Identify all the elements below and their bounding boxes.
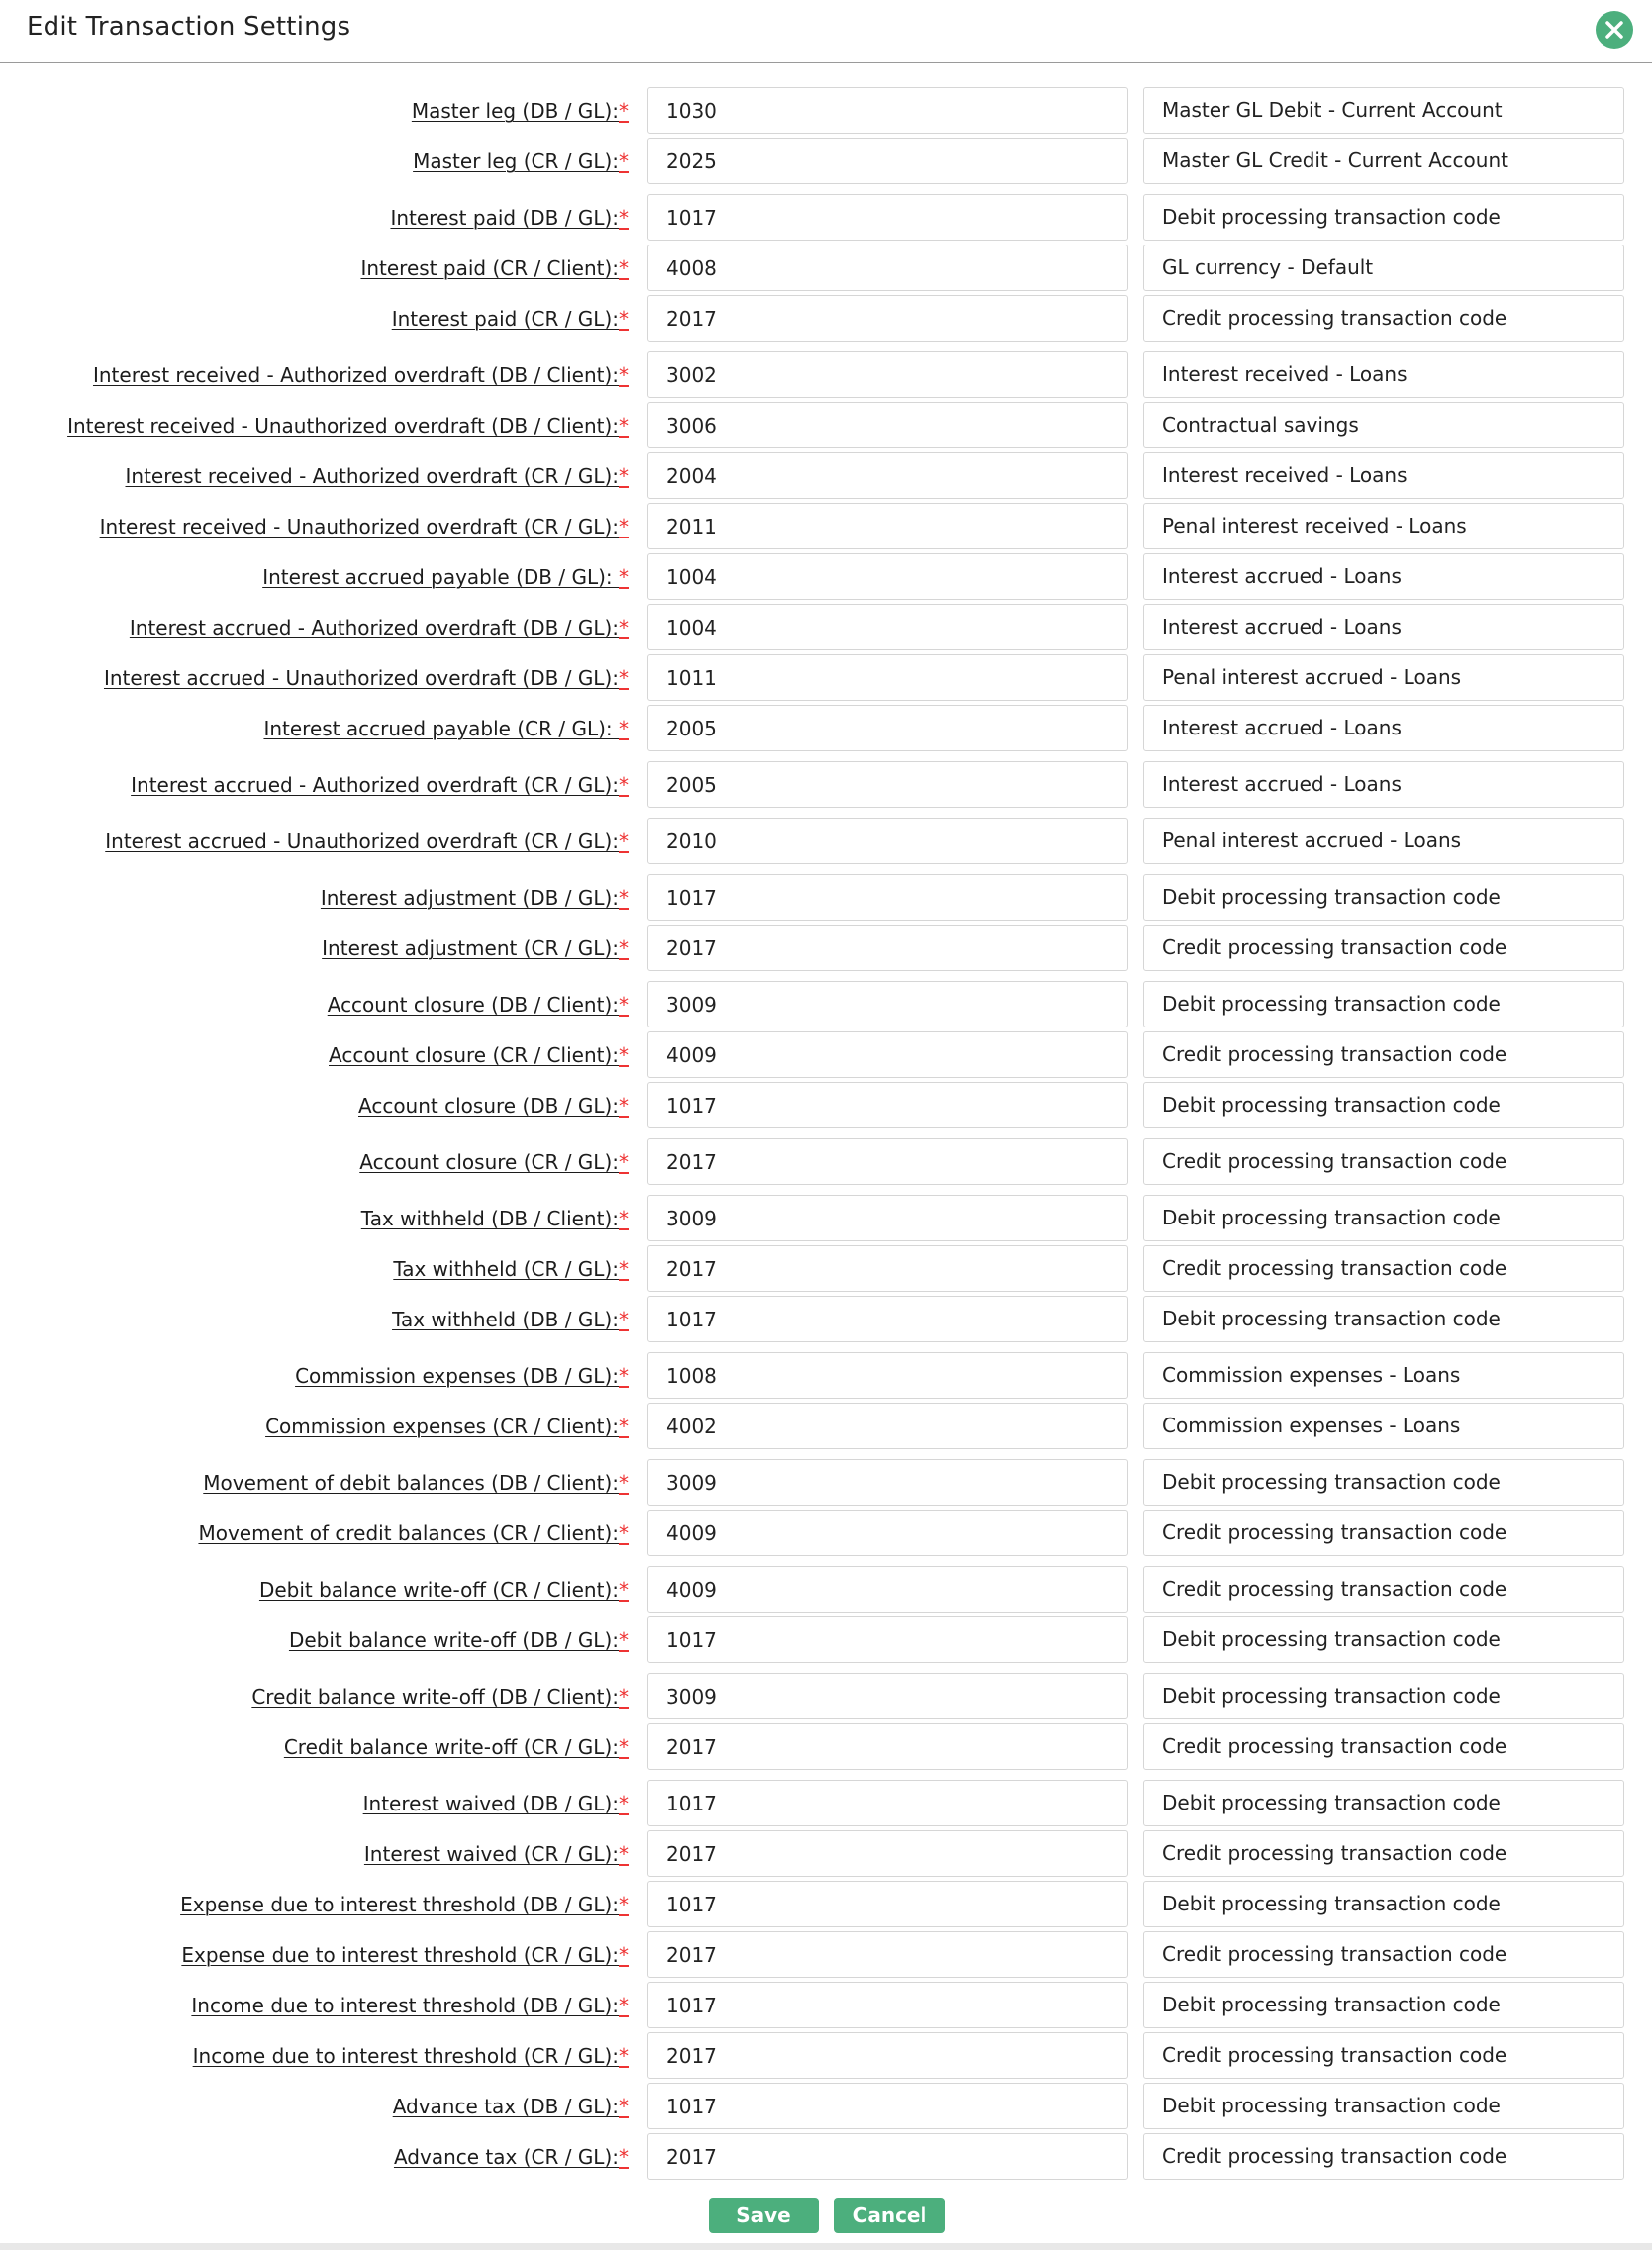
dialog-title: Edit Transaction Settings — [27, 12, 351, 42]
field-label[interactable] — [93, 363, 629, 387]
required-marker: * — [619, 2044, 629, 2068]
required-marker: * — [619, 1364, 629, 1388]
field-label-text: Account closure (DB / GL): — [358, 1094, 619, 1118]
field-label[interactable] — [284, 1735, 629, 1759]
field-label-text: Interest waived (CR / GL): — [363, 1842, 619, 1866]
field-label-text: Master leg (CR / GL): — [413, 149, 619, 173]
required-marker: * — [619, 936, 629, 960]
form-row — [0, 553, 1652, 602]
field-label-text: Income due to interest threshold (DB / GL): — [191, 1994, 619, 2017]
form-row — [0, 452, 1652, 501]
field-label[interactable] — [322, 936, 629, 960]
field-label[interactable] — [392, 1308, 629, 1331]
transaction-code-input[interactable] — [647, 1780, 1128, 1826]
required-marker: * — [619, 1735, 629, 1759]
field-label-text: Interest received - Authorized overdraft (CR / GL): — [125, 464, 619, 488]
transaction-code-input[interactable] — [647, 1138, 1128, 1185]
transaction-code-input[interactable] — [647, 1566, 1128, 1613]
form-row — [0, 351, 1652, 400]
required-marker: * — [619, 1257, 629, 1281]
field-label[interactable] — [198, 1521, 629, 1545]
required-marker: * — [619, 616, 629, 639]
form-row — [0, 2032, 1652, 2081]
form-row — [0, 981, 1652, 1029]
transaction-code-input[interactable] — [647, 351, 1128, 398]
transaction-code-input[interactable] — [647, 503, 1128, 549]
transaction-code-input[interactable] — [647, 1296, 1128, 1342]
form-row — [0, 1931, 1652, 1980]
transaction-code-description: Interest accrued - Loans — [1143, 604, 1624, 650]
field-label[interactable] — [390, 206, 629, 230]
form-row — [0, 2083, 1652, 2131]
transaction-code-description: Contractual savings — [1143, 402, 1624, 448]
field-label[interactable] — [67, 414, 629, 438]
required-marker: * — [619, 149, 629, 173]
field-label[interactable] — [251, 1685, 629, 1709]
dialog-footer-divider — [0, 2243, 1652, 2250]
field-label-text: Interest accrued payable (DB / GL): — [262, 565, 619, 589]
transaction-code-input[interactable] — [647, 1245, 1128, 1292]
transaction-code-input[interactable] — [647, 2032, 1128, 2079]
form-row — [0, 87, 1652, 136]
field-label-text: Interest paid (CR / Client): — [360, 256, 619, 280]
field-label[interactable] — [358, 1094, 629, 1118]
transaction-code-description: Penal interest accrued - Loans — [1143, 654, 1624, 701]
transaction-code-description: Credit processing transaction code — [1143, 1931, 1624, 1978]
transaction-code-description: Penal interest accrued - Loans — [1143, 818, 1624, 864]
field-label-text: Commission expenses (DB / GL): — [295, 1364, 619, 1388]
transaction-code-description: Commission expenses - Loans — [1143, 1403, 1624, 1449]
transaction-code-input[interactable] — [647, 2083, 1128, 2129]
required-marker: * — [619, 773, 629, 797]
transaction-code-input[interactable] — [647, 1616, 1128, 1663]
field-label[interactable] — [329, 1043, 629, 1067]
required-marker: * — [619, 830, 629, 853]
form-row — [0, 2133, 1652, 2182]
form-row — [0, 1403, 1652, 1451]
required-marker: * — [619, 414, 629, 438]
transaction-code-description: Penal interest received - Loans — [1143, 503, 1624, 549]
transaction-code-input[interactable] — [647, 553, 1128, 600]
form-row — [0, 1881, 1652, 1929]
form-row — [0, 1245, 1652, 1294]
transaction-code-description: Interest accrued - Loans — [1143, 553, 1624, 600]
form-row — [0, 1459, 1652, 1508]
transaction-code-description: Credit processing transaction code — [1143, 1138, 1624, 1185]
required-marker: * — [619, 1628, 629, 1652]
field-label[interactable] — [181, 1943, 629, 1967]
required-marker: * — [619, 363, 629, 387]
field-label[interactable] — [363, 1792, 629, 1815]
field-label-text: Account closure (CR / GL): — [359, 1150, 619, 1174]
required-marker: * — [619, 1471, 629, 1495]
transaction-code-input[interactable] — [647, 761, 1128, 808]
transaction-code-description: Debit processing transaction code — [1143, 2083, 1624, 2129]
form-row — [0, 1982, 1652, 2030]
required-marker: * — [619, 993, 629, 1017]
field-label[interactable] — [130, 616, 629, 639]
transaction-code-input[interactable] — [647, 1673, 1128, 1719]
form-row — [0, 402, 1652, 450]
field-label-text: Interest accrued - Authorized overdraft (DB / GL): — [129, 616, 619, 639]
field-label-text: Advance tax (DB / GL): — [392, 2095, 619, 2118]
transaction-code-description: Master GL Debit - Current Account — [1143, 87, 1624, 134]
transaction-code-description: Debit processing transaction code — [1143, 1780, 1624, 1826]
transaction-code-description: Debit processing transaction code — [1143, 1082, 1624, 1128]
field-label-text: Expense due to interest threshold (CR / GL): — [181, 1943, 619, 1967]
field-label-text: Interest waived (DB / GL): — [362, 1792, 619, 1815]
transaction-code-input[interactable] — [647, 1881, 1128, 1927]
transaction-code-description: Interest received - Loans — [1143, 351, 1624, 398]
form-row — [0, 1616, 1652, 1665]
transaction-code-description: Credit processing transaction code — [1143, 1031, 1624, 1078]
form-row — [0, 503, 1652, 551]
required-marker: * — [619, 2095, 629, 2118]
form-row — [0, 245, 1652, 293]
field-label[interactable] — [361, 1207, 629, 1230]
transaction-code-input[interactable] — [647, 1830, 1128, 1877]
form-row — [0, 604, 1652, 652]
field-label[interactable] — [100, 515, 629, 538]
transaction-code-description: Debit processing transaction code — [1143, 1195, 1624, 1241]
field-label-text: Movement of debit balances (DB / Client): — [203, 1471, 619, 1495]
form-row — [0, 1195, 1652, 1243]
form-row — [0, 1352, 1652, 1401]
form-row — [0, 138, 1652, 186]
field-label-text: Interest received - Unauthorized overdraft (DB / Client): — [67, 414, 619, 438]
transaction-code-input[interactable] — [647, 2133, 1128, 2180]
required-marker: * — [619, 256, 629, 280]
form-row — [0, 1031, 1652, 1080]
transaction-code-description: Debit processing transaction code — [1143, 1881, 1624, 1927]
transaction-code-description: Credit processing transaction code — [1143, 2133, 1624, 2180]
field-label-text: Credit balance write-off (CR / GL): — [283, 1735, 619, 1759]
field-label[interactable] — [412, 99, 629, 123]
transaction-code-description: Credit processing transaction code — [1143, 295, 1624, 342]
transaction-code-description: Debit processing transaction code — [1143, 874, 1624, 921]
field-label-text: Interest accrued payable (CR / GL): — [263, 717, 619, 740]
field-label-text: Master leg (DB / GL): — [411, 99, 619, 123]
transaction-code-description: Credit processing transaction code — [1143, 1830, 1624, 1877]
form-row — [0, 295, 1652, 343]
field-label-text: Tax withheld (CR / GL): — [393, 1257, 619, 1281]
form-row — [0, 1673, 1652, 1721]
field-label-text: Tax withheld (DB / Client): — [360, 1207, 619, 1230]
required-marker: * — [619, 666, 629, 690]
transaction-code-description: Debit processing transaction code — [1143, 1673, 1624, 1719]
required-marker: * — [619, 886, 629, 910]
required-marker: * — [619, 1943, 629, 1967]
transaction-code-description: Credit processing transaction code — [1143, 1723, 1624, 1770]
required-marker: * — [619, 1685, 629, 1709]
form-row — [0, 1723, 1652, 1772]
required-marker: * — [619, 1094, 629, 1118]
transaction-code-description: GL currency - Default — [1143, 245, 1624, 291]
transaction-code-description: Master GL Credit - Current Account — [1143, 138, 1624, 184]
form-row — [0, 654, 1652, 703]
required-marker: * — [619, 515, 629, 538]
field-label[interactable] — [126, 464, 630, 488]
form-row — [0, 194, 1652, 243]
transaction-code-input[interactable] — [647, 138, 1128, 184]
cancel-button[interactable]: Cancel — [834, 2198, 945, 2233]
dialog-header — [0, 0, 1652, 63]
transaction-code-input[interactable] — [647, 654, 1128, 701]
field-label[interactable] — [328, 993, 629, 1017]
required-marker: * — [619, 307, 629, 331]
form-row — [0, 1138, 1652, 1187]
field-label[interactable] — [262, 565, 629, 589]
transaction-code-input[interactable] — [647, 194, 1128, 241]
transaction-code-input[interactable] — [647, 818, 1128, 864]
transaction-code-description: Credit processing transaction code — [1143, 1245, 1624, 1292]
transaction-code-description: Commission expenses - Loans — [1143, 1352, 1624, 1399]
transaction-code-input[interactable] — [647, 452, 1128, 499]
form-row — [0, 1296, 1652, 1344]
field-label-text: Tax withheld (DB / GL): — [392, 1308, 619, 1331]
required-marker: * — [619, 1150, 629, 1174]
field-label[interactable] — [131, 773, 629, 797]
transaction-code-input[interactable] — [647, 402, 1128, 448]
transaction-code-description: Debit processing transaction code — [1143, 1296, 1624, 1342]
transaction-code-description: Credit processing transaction code — [1143, 1566, 1624, 1613]
field-label[interactable] — [360, 256, 629, 280]
field-label-text: Debit balance write-off (CR / Client): — [258, 1578, 619, 1602]
field-label-text: Interest accrued - Unauthorized overdraft (CR / GL): — [105, 830, 619, 853]
transaction-code-input[interactable] — [647, 1031, 1128, 1078]
field-label[interactable] — [394, 2145, 629, 2169]
field-label-text: Expense due to interest threshold (DB / GL): — [180, 1893, 619, 1916]
field-label-text: Interest accrued - Authorized overdraft (CR / GL): — [131, 773, 619, 797]
transaction-code-description: Interest received - Loans — [1143, 452, 1624, 499]
transaction-code-description: Debit processing transaction code — [1143, 194, 1624, 241]
transaction-code-description: Interest accrued - Loans — [1143, 705, 1624, 751]
field-label-text: Advance tax (CR / GL): — [393, 2145, 619, 2169]
transaction-code-input[interactable] — [647, 925, 1128, 971]
field-label[interactable] — [289, 1628, 629, 1652]
field-label-text: Interest adjustment (DB / GL): — [320, 886, 619, 910]
transaction-code-description: Debit processing transaction code — [1143, 1982, 1624, 2028]
transaction-code-description: Credit processing transaction code — [1143, 2032, 1624, 2079]
field-label[interactable] — [392, 307, 629, 331]
transaction-code-input[interactable] — [647, 295, 1128, 342]
save-button[interactable]: Save — [709, 2198, 819, 2233]
form-row — [0, 1510, 1652, 1558]
field-label-text: Interest received - Authorized overdraft (DB / Client): — [92, 363, 619, 387]
transaction-code-description: Interest accrued - Loans — [1143, 761, 1624, 808]
transaction-code-description: Credit processing transaction code — [1143, 1510, 1624, 1556]
transaction-code-input[interactable] — [647, 1403, 1128, 1449]
field-label-text: Commission expenses (CR / Client): — [265, 1415, 619, 1438]
form-row — [0, 1082, 1652, 1130]
transaction-code-input[interactable] — [647, 1982, 1128, 2028]
transaction-code-input[interactable] — [647, 981, 1128, 1027]
field-label[interactable] — [393, 1257, 629, 1281]
form-row — [0, 1566, 1652, 1614]
form-row — [0, 818, 1652, 866]
close-icon — [1596, 11, 1633, 49]
required-marker: * — [619, 1207, 629, 1230]
transaction-code-input[interactable] — [647, 604, 1128, 650]
transaction-code-input[interactable] — [647, 1723, 1128, 1770]
transaction-code-input[interactable] — [647, 874, 1128, 921]
field-label-text: Account closure (DB / Client): — [327, 993, 619, 1017]
field-label[interactable] — [259, 1578, 629, 1602]
field-label-text: Credit balance write-off (DB / Client): — [251, 1685, 619, 1709]
form-row — [0, 1780, 1652, 1828]
required-marker: * — [619, 99, 629, 123]
transaction-code-description: Debit processing transaction code — [1143, 1459, 1624, 1506]
field-label-text: Interest paid (CR / GL): — [391, 307, 619, 331]
field-label-text: Debit balance write-off (DB / GL): — [288, 1628, 619, 1652]
field-label[interactable] — [193, 2044, 629, 2068]
field-label[interactable] — [203, 1471, 629, 1495]
required-marker: * — [619, 1578, 629, 1602]
field-label[interactable] — [263, 717, 629, 740]
required-marker: * — [619, 1043, 629, 1067]
field-label[interactable] — [295, 1364, 629, 1388]
transaction-code-input[interactable] — [647, 1459, 1128, 1506]
transaction-code-input[interactable] — [647, 245, 1128, 291]
transaction-code-input[interactable] — [647, 1195, 1128, 1241]
form-row — [0, 925, 1652, 973]
field-label[interactable] — [321, 886, 629, 910]
field-label-text: Income due to interest threshold (CR / GL): — [192, 2044, 619, 2068]
required-marker: * — [619, 1521, 629, 1545]
transaction-code-description: Debit processing transaction code — [1143, 981, 1624, 1027]
field-label[interactable] — [180, 1893, 629, 1916]
required-marker: * — [619, 2145, 629, 2169]
required-marker: * — [619, 1842, 629, 1866]
field-label[interactable] — [191, 1994, 629, 2017]
required-marker: * — [619, 717, 629, 740]
field-label-text: Interest received - Unauthorized overdraft (CR / GL): — [99, 515, 619, 538]
required-marker: * — [619, 1792, 629, 1815]
field-label-text: Interest paid (DB / GL): — [390, 206, 619, 230]
required-marker: * — [619, 464, 629, 488]
field-label[interactable] — [364, 1842, 629, 1866]
field-label[interactable] — [104, 666, 629, 690]
field-label-text: Account closure (CR / Client): — [329, 1043, 619, 1067]
field-label[interactable] — [393, 2095, 629, 2118]
form-row — [0, 874, 1652, 923]
transaction-code-input[interactable] — [647, 1931, 1128, 1978]
required-marker: * — [619, 206, 629, 230]
close-button[interactable] — [1596, 11, 1633, 49]
transaction-code-input[interactable] — [647, 1510, 1128, 1556]
field-label[interactable] — [105, 830, 629, 853]
transaction-code-input[interactable] — [647, 705, 1128, 751]
transaction-code-description: Credit processing transaction code — [1143, 925, 1624, 971]
required-marker: * — [619, 1415, 629, 1438]
transaction-code-input[interactable] — [647, 87, 1128, 134]
field-label-text: Interest adjustment (CR / GL): — [322, 936, 619, 960]
required-marker: * — [619, 1893, 629, 1916]
field-label[interactable] — [265, 1415, 629, 1438]
transaction-code-input[interactable] — [647, 1082, 1128, 1128]
field-label[interactable] — [413, 149, 629, 173]
required-marker: * — [619, 1994, 629, 2017]
form-row — [0, 1830, 1652, 1879]
field-label-text: Movement of credit balances (CR / Client): — [198, 1521, 619, 1545]
required-marker: * — [619, 1308, 629, 1331]
field-label-text: Interest accrued - Unauthorized overdraft (DB / GL): — [103, 666, 619, 690]
transaction-code-input[interactable] — [647, 1352, 1128, 1399]
form-row — [0, 761, 1652, 810]
field-label[interactable] — [359, 1150, 629, 1174]
transaction-code-description: Debit processing transaction code — [1143, 1616, 1624, 1663]
form-row — [0, 705, 1652, 753]
required-marker: * — [619, 565, 629, 589]
